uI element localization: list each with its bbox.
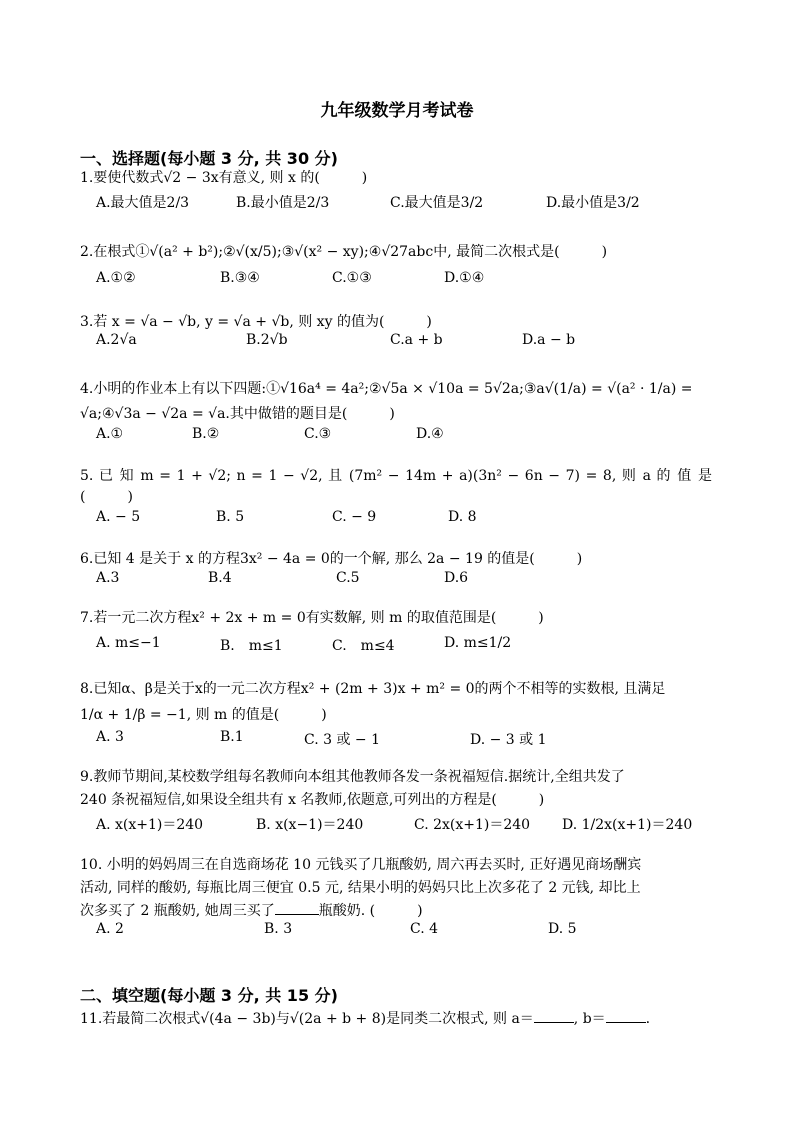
- question-5-stem-line-2: ( ): [80, 489, 133, 505]
- question-1-option-b: B.最小值是2/3: [236, 195, 330, 211]
- question-8-stem-line-1: 8.已知α、β是关于x的一元二次方程x² + (2m + 3)x + m² = 0的两个不相等的实数根, 且满足: [80, 681, 666, 697]
- question-8-option-c: C. 3 或 − 1: [304, 732, 381, 748]
- question-3-option-c: C.a + b: [390, 332, 443, 348]
- question-7-option-d: D. m≤1/2: [444, 635, 512, 651]
- question-4-option-b: B.②: [192, 426, 220, 442]
- question-2-stem: 2.在根式①√(a² + b²);②√(x/5);③√(x² − xy);④√27abc中, 最简二次根式是( ): [80, 244, 608, 260]
- question-4-option-a: A.①: [96, 426, 124, 442]
- question-8-option-b: B.1: [220, 729, 244, 745]
- question-4-option-d: D.④: [416, 426, 444, 442]
- question-11-part-3: , b＝: [573, 1011, 606, 1027]
- question-3-option-d: D.a − b: [522, 332, 576, 348]
- question-6-stem: 6.已知 4 是关于 x 的方程3x² − 4a = 0的一个解, 那么 2a − 19 的值是( ): [80, 551, 583, 567]
- question-5-option-d: D. 8: [448, 509, 477, 525]
- question-1-option-c: C.最大值是3/2: [390, 195, 484, 211]
- question-9-option-d: D. 1/2x(x+1)＝240: [562, 817, 693, 833]
- question-10-stem-part-2: 瓶酸奶. ( ): [318, 903, 423, 919]
- question-3-stem: 3.若 x = √a − √b, y = √a + √b, 则 xy 的值为( ): [80, 314, 432, 330]
- question-5-option-b: B. 5: [216, 509, 245, 525]
- question-10-option-c: C. 4: [410, 921, 439, 937]
- answer-blank-a[interactable]: [534, 1008, 574, 1023]
- answer-blank-b[interactable]: [606, 1008, 646, 1023]
- question-10-stem-part-1: 次多买了 2 瓶酸奶, 她周三买了: [80, 903, 275, 919]
- question-5-stem-line-1: 5. 已 知 m = 1 + √2; n = 1 − √2, 且 (7m² − 14m + a)(3n² − 6n − 7) = 8, 则 a 的 值 是: [80, 468, 712, 484]
- question-6-option-c: C.5: [336, 570, 360, 586]
- question-10-stem-line-2: 活动, 同样的酸奶, 每瓶比周三便宜 0.5 元, 结果小明的妈妈只比上次多花了 2 元钱, 却比上: [80, 880, 641, 896]
- question-2-option-c: C.①③: [332, 270, 372, 286]
- answer-blank[interactable]: [275, 900, 319, 915]
- question-9-stem-line-2: 240 条祝福短信,如果设全组共有 x 名教师,依题意,可列出的方程是( ): [80, 792, 545, 808]
- question-11-part-2: √(4a − 3b)与√(2a + b + 8)是同类二次根式, 则 a＝: [200, 1011, 534, 1027]
- question-5-option-a: A. − 5: [96, 509, 141, 525]
- page-title: 九年级数学月考试卷: [320, 101, 474, 121]
- question-11-stem: [80, 1007, 720, 1031]
- question-10-option-d: D. 5: [548, 921, 577, 937]
- question-7-option-a: A. m≤−1: [96, 635, 161, 651]
- question-7-option-c: C. m≤4: [332, 638, 395, 654]
- question-8-option-a: A. 3: [96, 729, 124, 745]
- question-9-option-a: A. x(x+1)＝240: [96, 817, 204, 833]
- question-4-stem-line-1: 4.小明的作业本上有以下四题:①√16a⁴ = 4a²;②√5a × √10a = 5√2a;③a√(1/a) = √(a² · 1/a) =: [80, 381, 693, 397]
- question-8-stem-line-2: 1/α + 1/β = −1, 则 m 的值是( ): [80, 707, 327, 723]
- question-10-stem-line-1: 10. 小明的妈妈周三在自选商场花 10 元钱买了几瓶酸奶, 周六再去买时, 正好遇见商场酬宾: [80, 857, 642, 873]
- question-10-stem-line-3: [80, 899, 712, 923]
- question-1-option-a: A.最大值是2/3: [96, 195, 190, 211]
- question-3-option-a: A.2√a: [96, 332, 137, 348]
- question-2-option-b: B.③④: [220, 270, 260, 286]
- question-10-option-a: A. 2: [96, 921, 124, 937]
- question-4-option-c: C.③: [304, 426, 332, 442]
- question-6-option-d: D.6: [444, 570, 469, 586]
- question-11-part-1: 11.若最简二次根式: [80, 1011, 201, 1027]
- question-7-option-b: B. m≤1: [220, 638, 283, 654]
- question-8-option-d: D. − 3 或 1: [470, 732, 547, 748]
- question-9-option-b: B. x(x−1)＝240: [256, 817, 364, 833]
- question-9-option-c: C. 2x(x+1)＝240: [414, 817, 531, 833]
- question-2-option-d: D.①④: [444, 270, 485, 286]
- question-9-stem-line-1: 9.教师节期间,某校数学组每名教师向本组其他教师各发一条祝福短信.据统计,全组共发了: [80, 769, 625, 785]
- section-heading-fill-in: 二、填空题(每小题 3 分, 共 15 分): [80, 986, 338, 1005]
- question-1-option-d: D.最小值是3/2: [546, 195, 640, 211]
- question-5-option-c: C. − 9: [332, 509, 377, 525]
- question-2-option-a: A.①②: [96, 270, 136, 286]
- question-1-stem: 1.要使代数式√2 − 3x有意义, 则 x 的( ): [80, 170, 368, 186]
- question-6-option-a: A.3: [96, 570, 120, 586]
- section-heading-choice: 一、选择题(每小题 3 分, 共 30 分): [80, 149, 338, 168]
- question-3-option-b: B.2√b: [246, 332, 288, 348]
- question-6-option-b: B.4: [208, 570, 232, 586]
- question-4-stem-line-2: √a;④√3a − √2a = √a.其中做错的题目是( ): [80, 406, 395, 422]
- question-10-option-b: B. 3: [264, 921, 293, 937]
- question-11-part-4: .: [645, 1011, 651, 1027]
- question-7-stem: 7.若一元二次方程x² + 2x + m = 0有实数解, 则 m 的取值范围是( ): [80, 610, 544, 626]
